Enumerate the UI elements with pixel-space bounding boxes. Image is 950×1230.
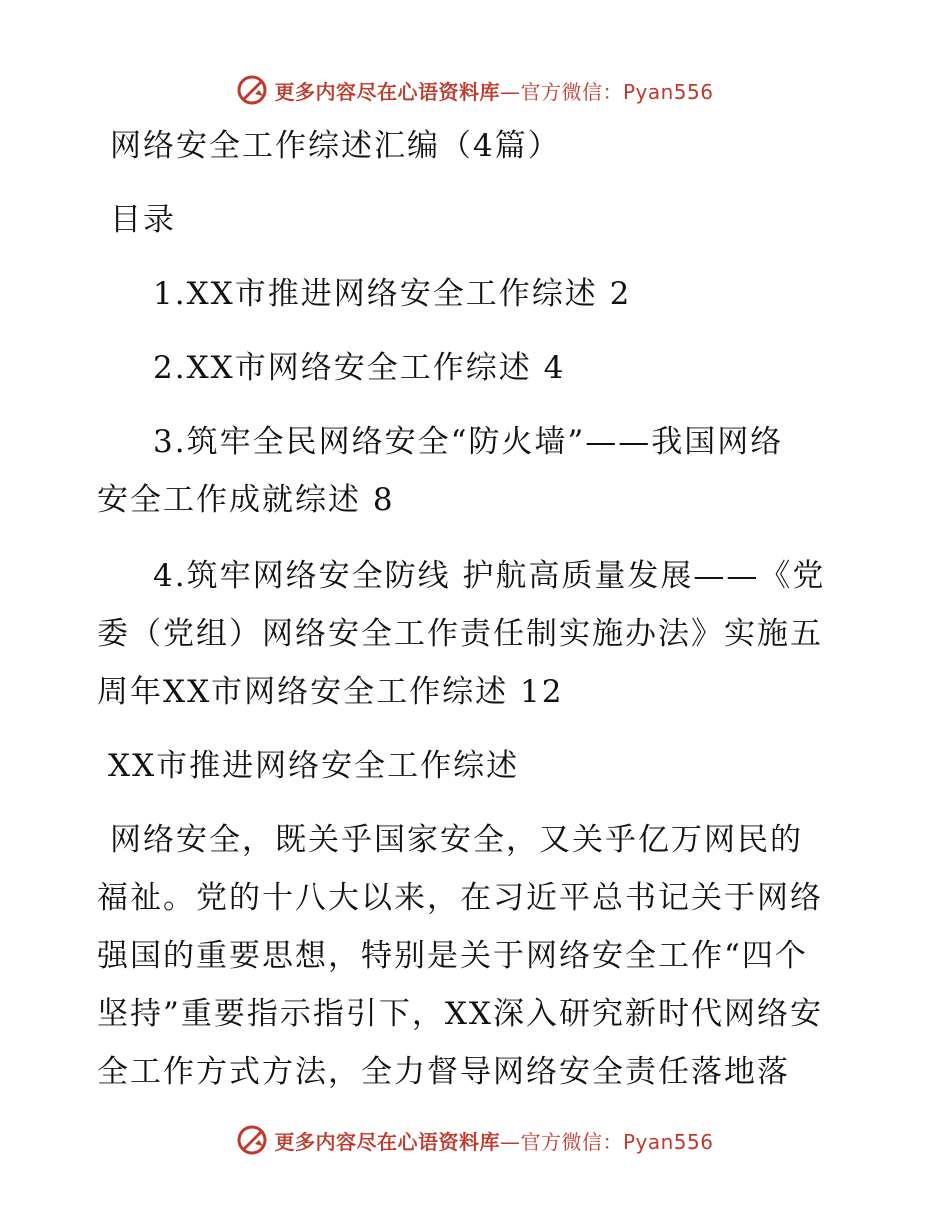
footer-contact: 官方微信：Pyan556: [520, 1129, 714, 1154]
header-separator: —: [499, 79, 521, 104]
toc-item-3-line-2: 安全工作成就综述 8: [97, 482, 395, 518]
toc-item-2: 2.XX市网络安全工作综述 4: [153, 350, 566, 386]
body-line-5: 全工作方式方法，全力督导网络安全责任落地落: [97, 1054, 790, 1090]
header-banner: [0, 70, 950, 110]
footer-brand: 更多内容尽在心语资料库: [274, 1129, 500, 1154]
toc-item-4-line-1: 4.筑牢网络安全防线 护航高质量发展——《党: [153, 558, 826, 594]
section-title: XX市推进网络安全工作综述: [108, 748, 520, 784]
header-contact: 官方微信：Pyan556: [520, 79, 714, 104]
toc-item-4-line-2: 委（党组）网络安全工作责任制实施办法》实施五: [97, 616, 823, 652]
header-banner-text: [274, 76, 713, 105]
toc-item-1: 1.XX市推进网络安全工作综述 2: [153, 276, 632, 312]
body-line-1: 网络安全，既关乎国家安全，又关乎亿万网民的: [110, 822, 803, 858]
body-line-2: 福祉。党的十八大以来，在习近平总书记关于网络: [97, 880, 823, 916]
footer-banner-text: [274, 1126, 713, 1155]
body-line-4: 坚持”重要指示指引下，XX深入研究新时代网络安: [97, 996, 823, 1032]
toc-heading: 目录: [110, 202, 176, 238]
document-title: 网络安全工作综述汇编（4篇）: [110, 128, 561, 164]
brand-logo-icon: [236, 74, 268, 106]
footer-banner: [0, 1120, 950, 1160]
header-brand: 更多内容尽在心语资料库: [274, 79, 500, 104]
footer-separator: —: [499, 1129, 521, 1154]
toc-item-3-line-1: 3.筑牢全民网络安全“防火墙”——我国网络: [153, 424, 784, 460]
body-line-3: 强国的重要思想，特别是关于网络安全工作“四个: [97, 938, 808, 974]
toc-item-4-line-3: 周年XX市网络安全工作综述 12: [97, 674, 564, 710]
brand-logo-icon: [236, 1124, 268, 1156]
